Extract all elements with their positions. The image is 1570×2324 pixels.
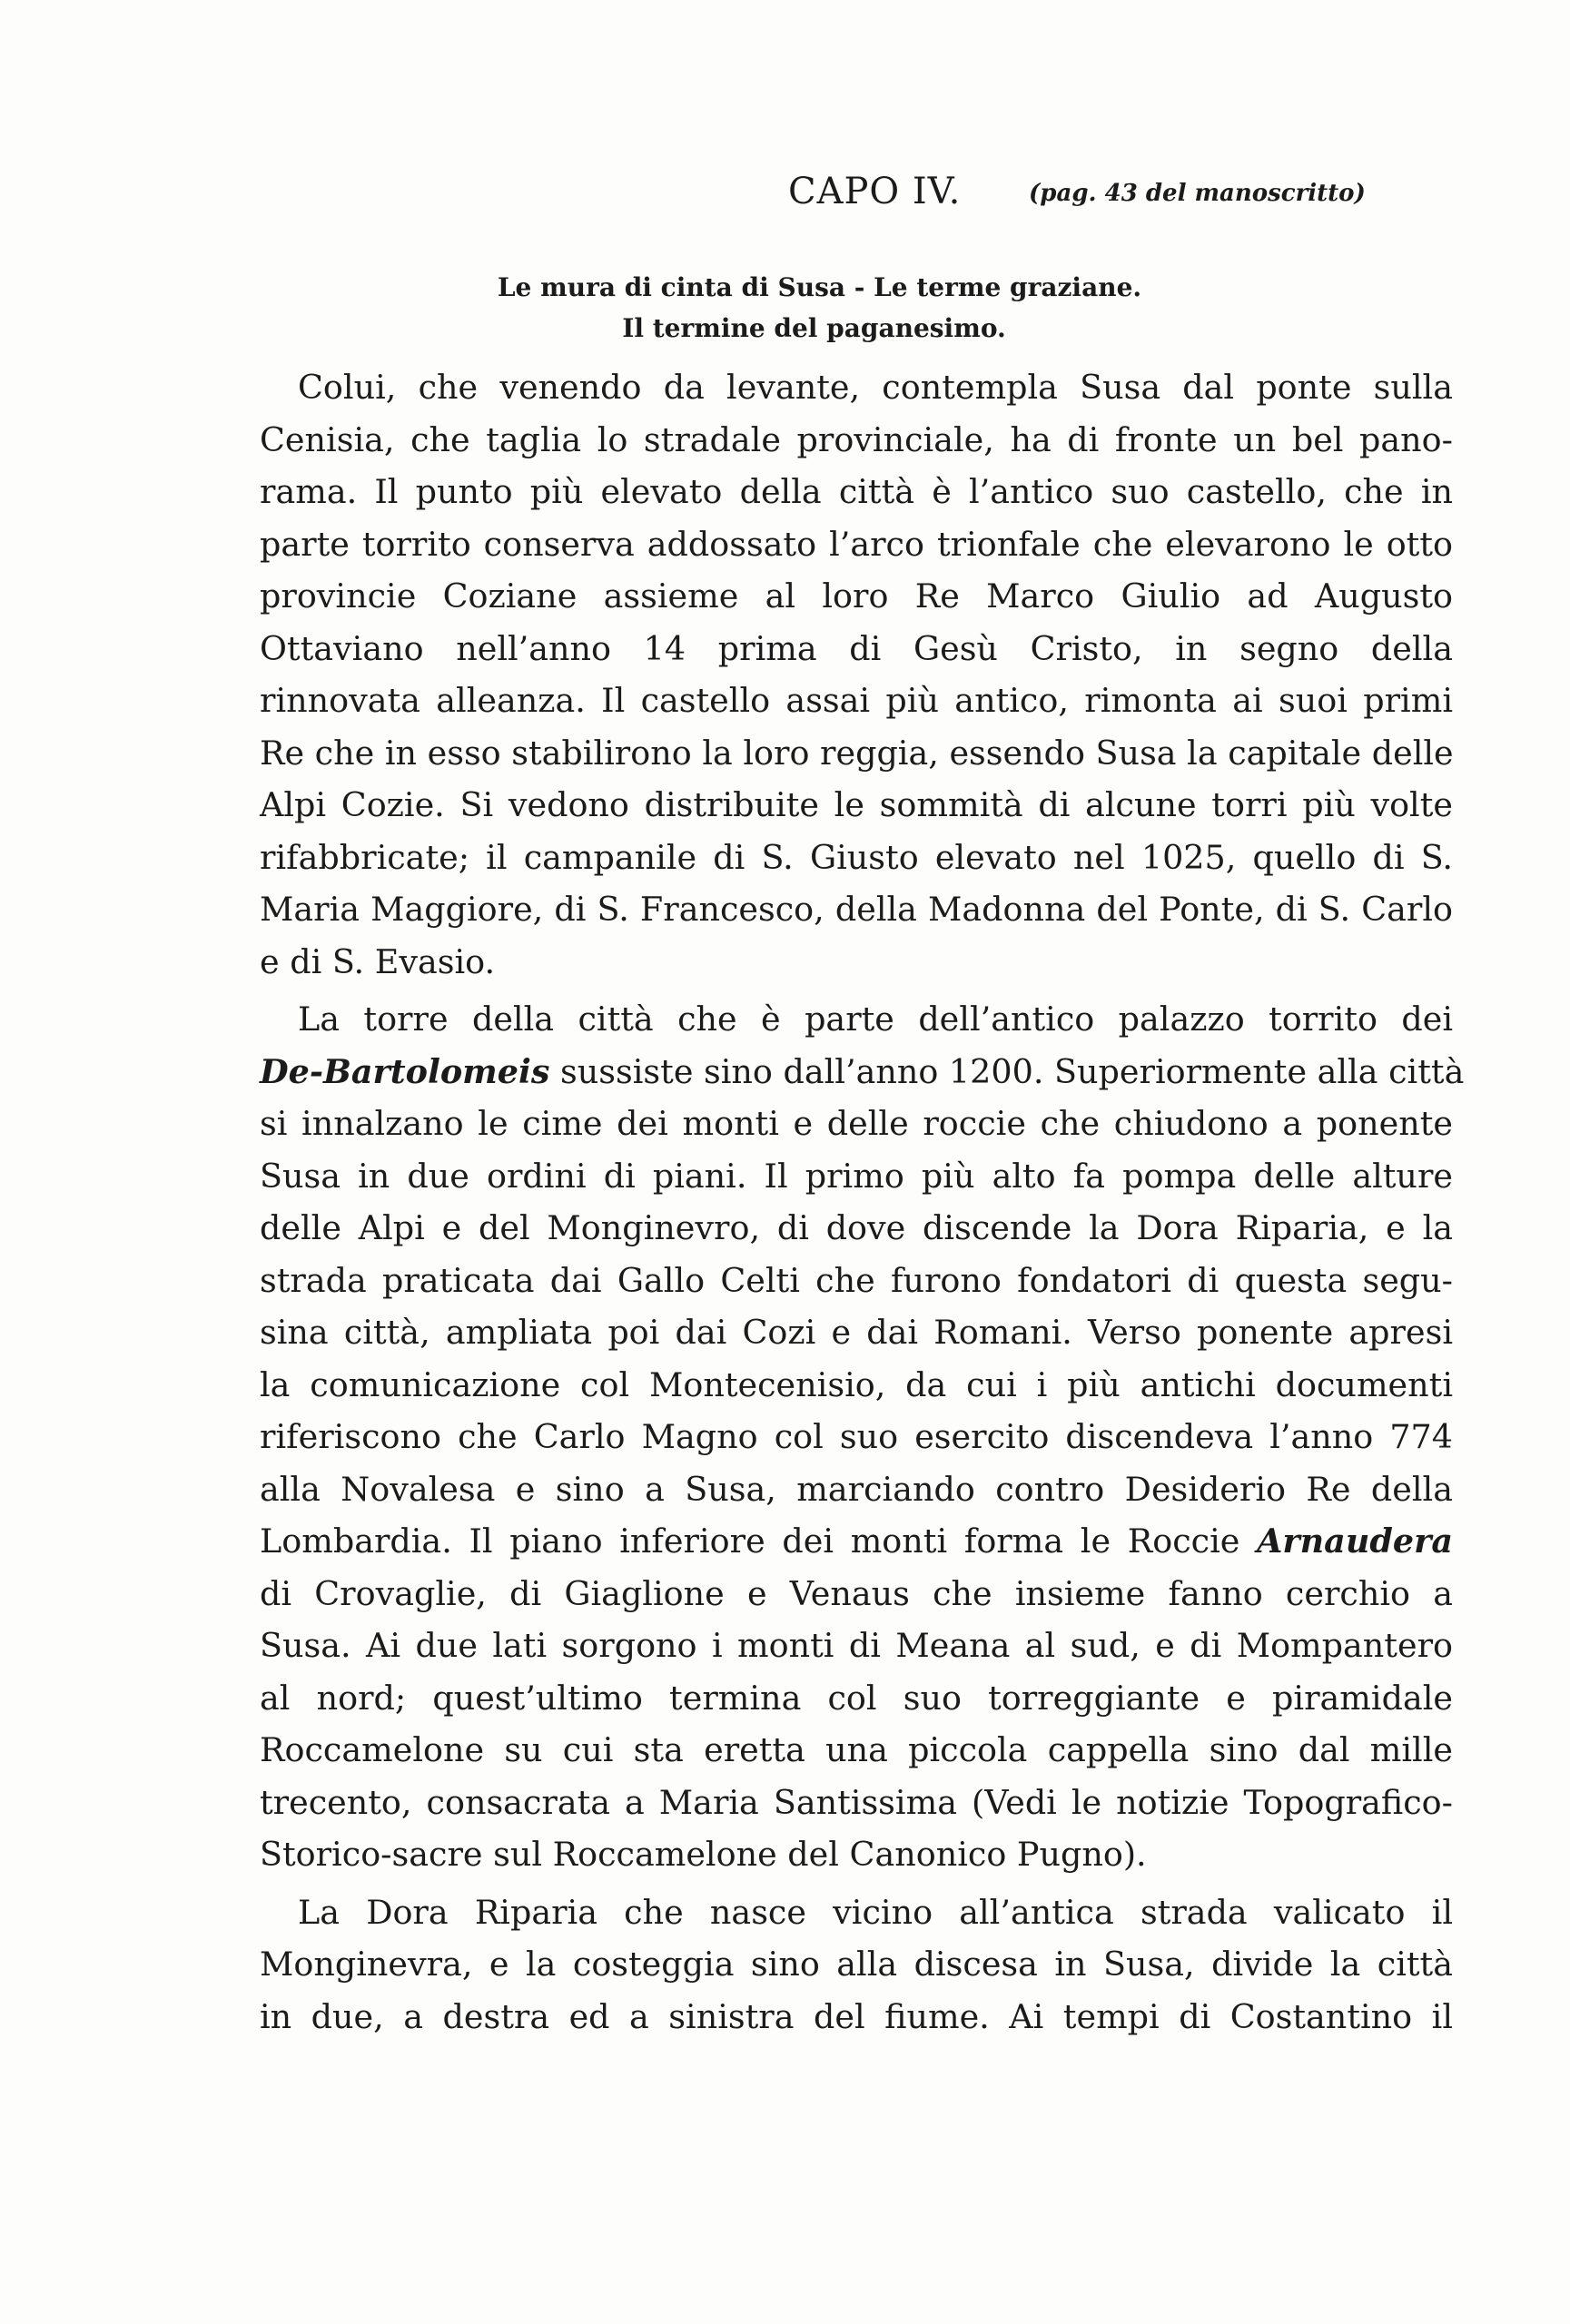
- text-line: La Dora Riparia che nasce vicino all’antica strada valicato il: [298, 1892, 1453, 1932]
- text-line: e di S. Evasio.: [260, 941, 496, 981]
- text-line: Cenisia, che taglia lo stradale provinciale, ha di fronte un bel pano-: [260, 419, 1453, 459]
- text-span: Lombardia. Il piano inferiore dei monti forma le Roccie: [260, 1521, 1258, 1561]
- chapter-title: CAPO IV.: [788, 171, 962, 212]
- text-line: Colui, che venendo da levante, contempla Susa dal ponte sulla: [298, 368, 1453, 407]
- manuscript-page-reference: (pag. 43 del manoscritto): [1029, 180, 1366, 207]
- text-line: sina città, ampliata poi dai Cozi e dai Romani. Verso ponente apresi: [260, 1313, 1453, 1352]
- text-line: rifabbricate; il campanile di S. Giusto elevato nel 1025, quello di S.: [260, 837, 1453, 877]
- paragraph-1: [260, 361, 1453, 988]
- text-line: di Crovaglie, di Giaglione e Venaus che insieme fanno cerchio a: [260, 1573, 1453, 1613]
- text-line: rinnovata alleanza. Il castello assai più antico, rimonta ai suoi primi: [260, 681, 1453, 720]
- text-line: delle Alpi e del Monginevro, di dove discende la Dora Riparia, e la: [260, 1208, 1453, 1247]
- text-line: Susa in due ordini di piani. Il primo più alto fa pompa delle alture: [260, 1156, 1453, 1196]
- text-line: Storico-sacre sul Roccamelone del Canonico Pugno).: [260, 1835, 1147, 1874]
- text-line: [260, 1515, 1453, 1568]
- text-line: Re che in esso stabilirono la loro reggia, essendo Susa la capitale delle: [260, 733, 1454, 773]
- text-line: in due, a destra ed a sinistra del fiume. Ai tempi di Costantino il: [260, 1996, 1453, 2036]
- text-line: Monginevra, e la costeggia sino alla discesa in Susa, divide la città: [260, 1945, 1453, 1984]
- paragraph-2: [260, 993, 1465, 1881]
- text-line: la comunicazione col Montecenisio, da cui i più antichi documenti: [260, 1364, 1453, 1404]
- page-header: [0, 171, 1570, 225]
- text-line: alla Novalesa e sino a Susa, marciando contro Desiderio Re della: [260, 1469, 1453, 1509]
- text-line: Alpi Cozie. Si vedono distribuite le sommità di alcune torri più volte: [260, 785, 1453, 824]
- text-line: al nord; quest’ultimo termina col suo torreggiante e piramidale: [260, 1678, 1453, 1718]
- text-line: Susa. Ai due lati sorgono i monti di Meana al sud, e di Mompantero: [260, 1626, 1453, 1665]
- text-line: si innalzano le cime dei monti e delle roccie che chiudono a ponente: [260, 1104, 1453, 1143]
- text-line: La torre della città che è parte dell’antico palazzo torrito dei: [298, 1000, 1453, 1039]
- text-line: parte torrito conserva addossato l’arco trionfale che elevarono le otto: [260, 524, 1453, 564]
- text-line: strada praticata dai Gallo Celti che furono fondatori di questa segu-: [260, 1260, 1453, 1300]
- chapter-subtitle-line-2: Il termine del paganesimo.: [622, 313, 1006, 343]
- text-line: [260, 1046, 1465, 1098]
- text-line: Ottaviano nell’anno 14 prima di Gesù Cristo, in segno della: [260, 628, 1453, 668]
- paragraph-3: [260, 1886, 1453, 2043]
- text-line: provincie Coziane assieme al loro Re Marco Giulio ad Augusto: [260, 576, 1453, 615]
- italic-name: Arnaudera: [1257, 1521, 1453, 1561]
- text-span: sussiste sino dall’anno 1200. Superiormente alla città: [549, 1051, 1465, 1091]
- chapter-subtitle-line-1: Le mura di cinta di Susa - Le terme graziane.: [497, 272, 1142, 302]
- text-line: trecento, consacrata a Maria Santissima (Vedi le notizie Topografico-: [260, 1782, 1453, 1822]
- text-line: Maria Maggiore, di S. Francesco, della Madonna del Ponte, di S. Carlo: [260, 890, 1453, 929]
- italic-name: De-Bartolomeis: [260, 1051, 550, 1091]
- body-text: [260, 361, 1465, 2043]
- text-line: rama. Il punto più elevato della città è l’antico suo castello, che in: [260, 472, 1453, 511]
- text-line: riferiscono che Carlo Magno col suo esercito discendeva l’anno 774: [260, 1417, 1453, 1456]
- text-line: Roccamelone su cui sta eretta una piccola cappella sino dal mille: [260, 1730, 1453, 1769]
